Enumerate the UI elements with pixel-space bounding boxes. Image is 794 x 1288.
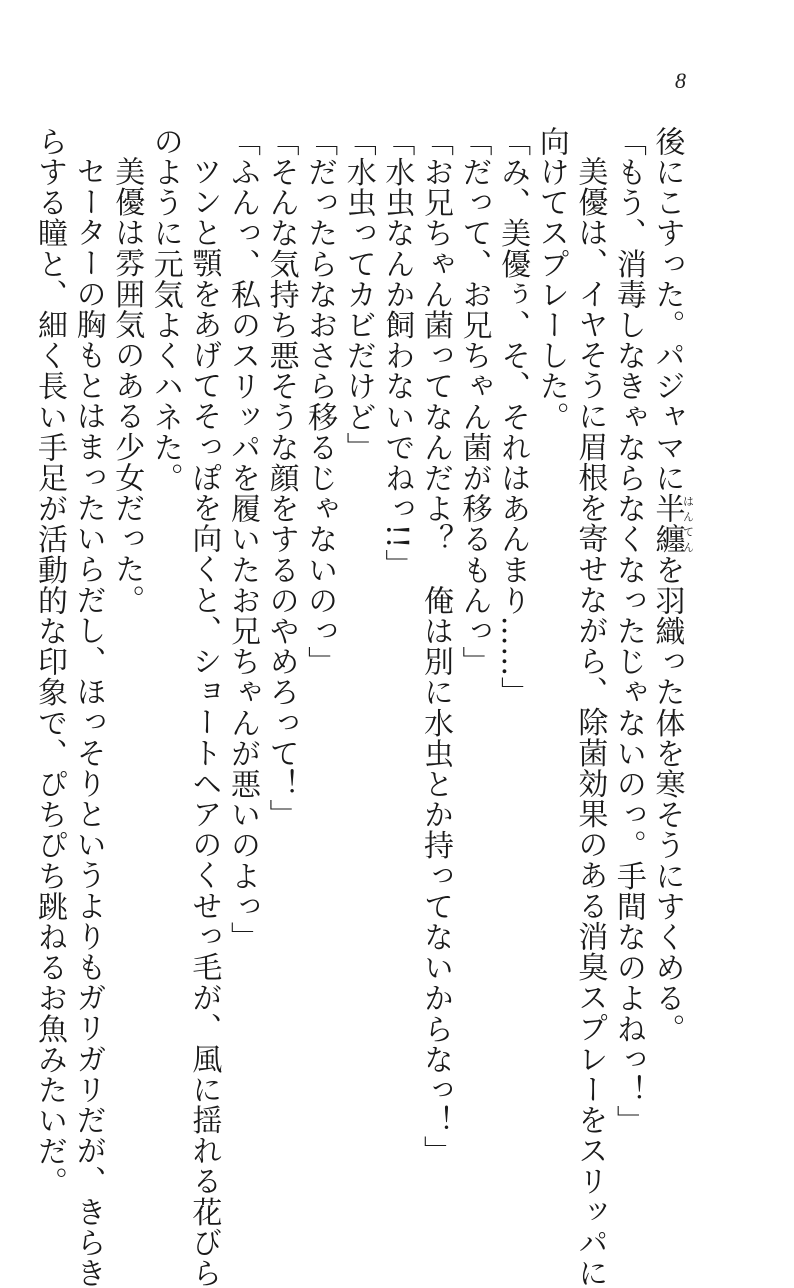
text-line: 「もう、消毒しなきゃならなくなったじゃないのっ。手間なのよねっ！」	[610, 126, 646, 1136]
text-line: 「だったらなおさら移るじゃないのっ」	[302, 126, 338, 677]
text-line: 「み、美優ぅ、そ、それはあんまり……」	[495, 126, 531, 708]
text-line: 後にこすった。パジャマに半纏はんてんを羽織った体を寒そうにすくめる。	[649, 126, 695, 1045]
ruby-annotation: 半纏はんてん	[649, 493, 695, 555]
text-line: らする瞳と、細く長い手足が活動的な印象で、ぴちぴち跳ねるお魚みたいだ。	[32, 126, 67, 1197]
page-number: 8	[675, 68, 686, 93]
text-line: 美優は雰囲気のある少女だった。	[109, 156, 145, 615]
text-line: ツンと顎をあげてそっぽを向くと、ショートヘアのくせっ毛が、風に揺れる花びら	[186, 156, 222, 1288]
text-line: 「だって、お兄ちゃん菌が移るもんっ」	[456, 126, 492, 677]
text-line: のように元気よくハネた。	[147, 126, 183, 494]
text-line: 美優は、イヤそうに眉根を寄せながら、除菌効果のある消臭スプレーをスリッパに	[572, 156, 608, 1288]
text-line: 「そんな気持ち悪そうな顔をするのやめろって！」	[263, 126, 299, 830]
text-line: 「お兄ちゃん菌ってなんだよ？ 俺は別に水虫とか持ってないからなっ！」	[417, 126, 453, 1167]
vertical-text-body	[29, 126, 695, 1288]
text-line: 「水虫ってカビだけど」	[340, 126, 376, 463]
text-line: 「ふんっ、私のスリッパを履いたお兄ちゃんが悪いのよっ」	[224, 126, 260, 953]
ruby-reading: はんてん	[681, 493, 695, 555]
text-line: 向けてスプレーした。	[533, 126, 569, 432]
text-line: セーターの胸もとはまったいらだし、ほっそりというよりもガリガリだが、きらき	[70, 156, 106, 1288]
text-line: 「水虫なんか飼わないでねっ!!」	[379, 126, 415, 580]
